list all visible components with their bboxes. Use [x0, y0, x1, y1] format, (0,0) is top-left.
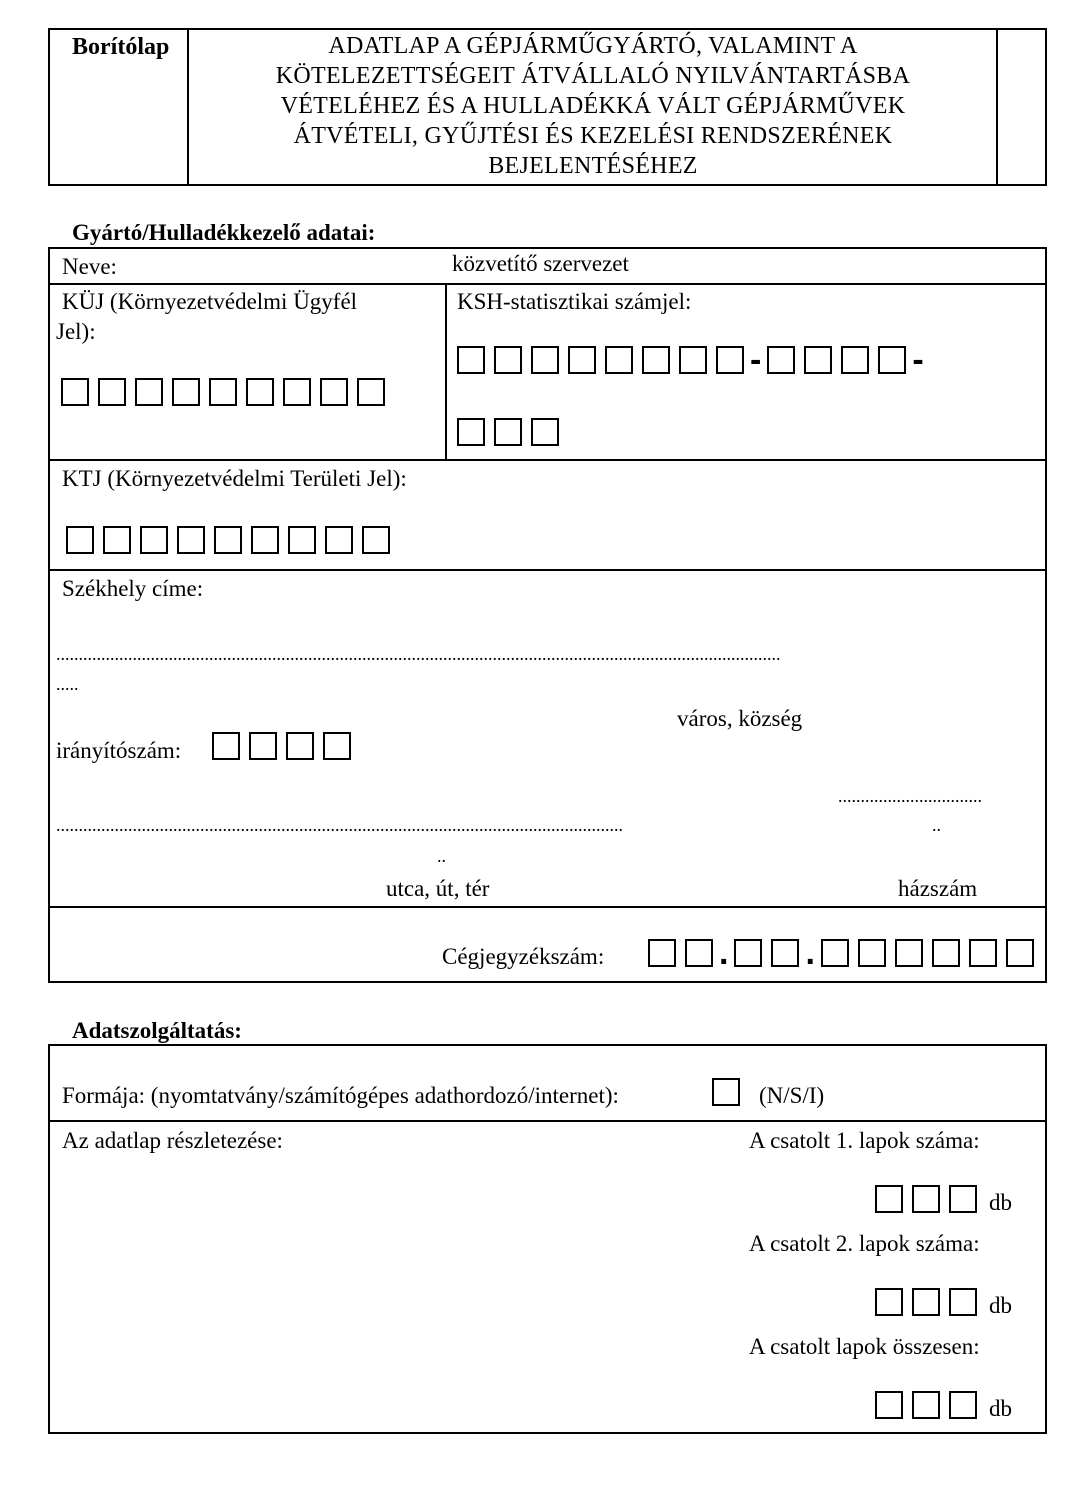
ktj-digit-box[interactable] [288, 526, 316, 554]
dot-separator: . [805, 934, 815, 972]
ksh-digit-box[interactable] [878, 346, 906, 374]
ktj-digit-box[interactable] [140, 526, 168, 554]
row-divider-company [48, 906, 1047, 908]
form-label: Formája: (nyomtatvány/számítógépes adathordozó/internet): [62, 1083, 619, 1108]
dot-separator: . [719, 934, 729, 972]
ksh-label: KSH-statisztikai számjel: [457, 289, 692, 314]
street-dots-end: .. [437, 846, 446, 866]
name-label: Neve: [62, 254, 117, 279]
city-dots-end: .. [932, 815, 941, 835]
ktj-digit-box[interactable] [251, 526, 279, 554]
company-reg-label: Cégjegyzékszám: [442, 944, 605, 969]
row-divider-ktj [48, 459, 1047, 461]
ktj-digit-box[interactable] [214, 526, 242, 554]
ksh-digit-box[interactable] [841, 346, 869, 374]
row-divider-detail [48, 1120, 1047, 1122]
row-divider-seat [48, 569, 1047, 571]
kuj-input[interactable] [61, 378, 394, 406]
reg-digit-box[interactable] [685, 939, 713, 967]
cover-label: Borítólap [72, 34, 170, 60]
ksh-digit-box[interactable] [531, 346, 559, 374]
zip-digit-box[interactable] [212, 732, 240, 760]
row-divider-name [48, 283, 1047, 285]
attached-total-digit-box[interactable] [949, 1391, 977, 1419]
attached1-label: A csatolt 1. lapok száma: [749, 1128, 980, 1153]
ksh-digit-box[interactable] [457, 418, 485, 446]
kuj-digit-box[interactable] [320, 378, 348, 406]
attached2-input[interactable] [875, 1288, 986, 1316]
header-divider-right [996, 28, 998, 186]
ktj-label: KTJ (Környezetvédelmi Területi Jel): [62, 466, 407, 491]
kuj-digit-box[interactable] [357, 378, 385, 406]
seat-address-line-end: ..... [56, 674, 79, 694]
attached1-digit-box[interactable] [912, 1185, 940, 1213]
ksh-digit-box[interactable] [494, 418, 522, 446]
company-reg-input[interactable] [648, 934, 1043, 972]
ksh-digit-box[interactable] [767, 346, 795, 374]
ksh-input-row2[interactable] [457, 418, 568, 446]
attached2-digit-box[interactable] [875, 1288, 903, 1316]
name-value: közvetítő szervezet [452, 251, 629, 276]
reg-digit-box[interactable] [895, 939, 923, 967]
title-line-3: VÉTELÉHEZ ÉS A HULLADÉKKÁ VÁLT GÉPJÁRMŰVEK [280, 93, 906, 119]
ktj-digit-box[interactable] [362, 526, 390, 554]
ksh-digit-box[interactable] [531, 418, 559, 446]
hyphen-separator: - [750, 341, 762, 379]
street-dots[interactable]: .............................................................................................................................. [56, 815, 623, 835]
ksh-digit-box[interactable] [457, 346, 485, 374]
city-dots[interactable]: ................................ [838, 786, 982, 806]
attached2-unit: db [989, 1293, 1012, 1318]
header-divider-left [187, 28, 189, 186]
attached2-digit-box[interactable] [949, 1288, 977, 1316]
attached1-input[interactable] [875, 1185, 986, 1213]
title-line-2: KÖTELEZETTSÉGEIT ÁTVÁLLALÓ NYILVÁNTARTÁSBA [275, 63, 911, 89]
ktj-input[interactable] [66, 526, 399, 554]
kuj-digit-box[interactable] [61, 378, 89, 406]
attached-total-digit-box[interactable] [912, 1391, 940, 1419]
attached2-label: A csatolt 2. lapok száma: [749, 1231, 980, 1256]
city-label: város, község [677, 706, 803, 731]
reg-digit-box[interactable] [932, 939, 960, 967]
seat-label: Székhely címe: [62, 576, 204, 601]
title-line-4: ÁTVÉTELI, GYŰJTÉSI ÉS KEZELÉSI RENDSZERÉNEK [293, 123, 893, 149]
attached-total-label: A csatolt lapok összesen: [749, 1334, 980, 1359]
ktj-digit-box[interactable] [177, 526, 205, 554]
kuj-digit-box[interactable] [172, 378, 200, 406]
kuj-digit-box[interactable] [135, 378, 163, 406]
form-type-input[interactable] [712, 1078, 749, 1106]
kuj-label-line2: Jel): [56, 319, 96, 344]
zip-input[interactable] [212, 732, 360, 760]
attached-total-unit: db [989, 1396, 1012, 1421]
kuj-label-line1: KÜJ (Környezetvédelmi Ügyfél [62, 289, 358, 314]
reg-digit-box[interactable] [734, 939, 762, 967]
attached2-digit-box[interactable] [912, 1288, 940, 1316]
data-section-heading: Adatszolgáltatás: [72, 1018, 242, 1043]
reg-digit-box[interactable] [648, 939, 676, 967]
kuj-digit-box[interactable] [98, 378, 126, 406]
ktj-digit-box[interactable] [325, 526, 353, 554]
ktj-digit-box[interactable] [66, 526, 94, 554]
title-line-1: ADATLAP A GÉPJÁRMŰGYÁRTÓ, VALAMINT A [328, 33, 858, 59]
reg-digit-box[interactable] [771, 939, 799, 967]
reg-digit-box[interactable] [858, 939, 886, 967]
ksh-digit-box[interactable] [716, 346, 744, 374]
form-options: (N/S/I) [759, 1083, 825, 1108]
zip-digit-box[interactable] [249, 732, 277, 760]
attached-total-digit-box[interactable] [875, 1391, 903, 1419]
house-number-label: házszám [898, 876, 978, 901]
attached1-unit: db [989, 1190, 1012, 1215]
ksh-digit-box[interactable] [679, 346, 707, 374]
ksh-digit-box[interactable] [568, 346, 596, 374]
seat-address-line[interactable]: ................................................................................................................................................................. [56, 644, 781, 664]
ksh-digit-box[interactable] [605, 346, 633, 374]
kuj-digit-box[interactable] [209, 378, 237, 406]
attached-total-input[interactable] [875, 1391, 986, 1419]
title-line-5: BEJELENTÉSÉHEZ [488, 153, 698, 179]
attached1-digit-box[interactable] [949, 1185, 977, 1213]
form-type-box[interactable] [712, 1078, 740, 1106]
detail-label: Az adatlap részletezése: [62, 1128, 283, 1153]
zip-digit-box[interactable] [323, 732, 351, 760]
zip-label: irányítószám: [56, 738, 182, 763]
reg-digit-box[interactable] [1006, 939, 1034, 967]
ktj-digit-box[interactable] [103, 526, 131, 554]
col-divider-kuj-ksh [445, 283, 447, 461]
ksh-input-row1[interactable] [457, 341, 930, 379]
attached1-digit-box[interactable] [875, 1185, 903, 1213]
manufacturer-heading: Gyártó/Hulladékkezelő adatai: [72, 220, 376, 245]
kuj-digit-box[interactable] [283, 378, 311, 406]
reg-digit-box[interactable] [969, 939, 997, 967]
hyphen-separator: - [912, 341, 924, 379]
reg-digit-box[interactable] [821, 939, 849, 967]
ksh-digit-box[interactable] [642, 346, 670, 374]
kuj-digit-box[interactable] [246, 378, 274, 406]
street-label: utca, út, tér [386, 876, 490, 901]
zip-digit-box[interactable] [286, 732, 314, 760]
ksh-digit-box[interactable] [804, 346, 832, 374]
ksh-digit-box[interactable] [494, 346, 522, 374]
